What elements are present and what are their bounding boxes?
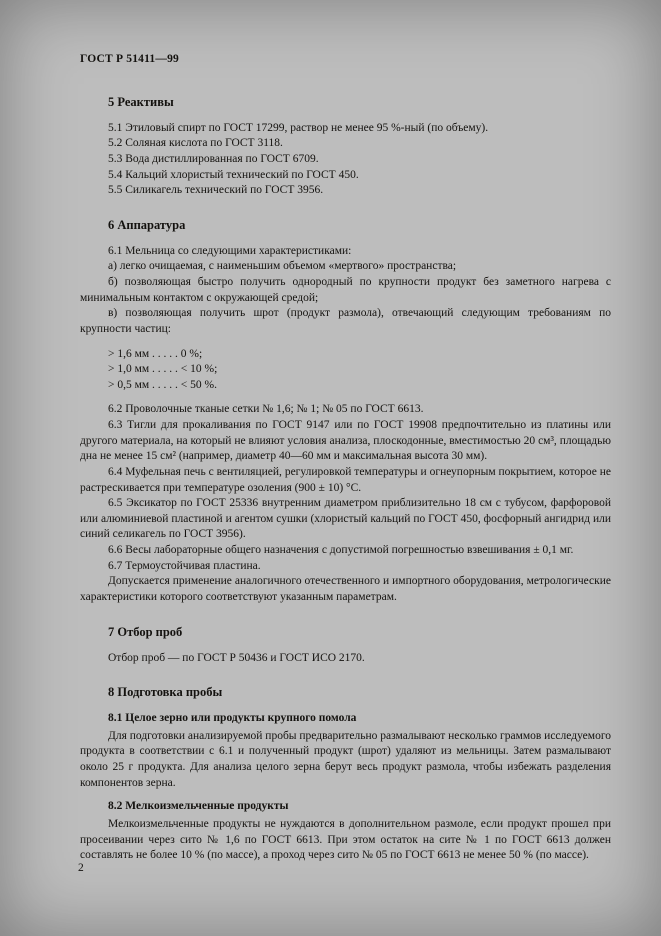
section-6-title: 6 Аппаратура [108,217,186,232]
para-6-3: 6.3 Тигли для прокаливания по ГОСТ 9147 или по ГОСТ 19908 предпочтительно из платины или другого материала, на который не влияют условия анализа, плоскодонные, вместимостью 20 см³, площадью дна не менее 15 см² (например, диаметр 40—60 мм и максимальная высота 30 мм). [80,419,611,463]
para-5-4: 5.4 Кальций хлористый технический по ГОСТ 450. [108,168,359,181]
para-6-7: 6.7 Термоустойчивая пластина. [108,559,261,572]
para-8-1: Для подготовки анализируемой пробы предварительно размалывают несколько граммов исследуемого продукта в соответствии с 6.1 и полученный продукт (шрот) удаляют из мельницы. Затем размалывают около 25 г продукта. Для анализа целого зерна берут весь продукт размола, чтобы избежать разделения компонентов зерна. [80,729,611,789]
para-6-6: 6.6 Весы лабораторные общего назначения с допустимой погрешностью взвешивания ± 0,1 мг. [108,544,574,556]
para-6-2: 6.2 Проволочные тканые сетки № 1,6; № 1; № 05 по ГОСТ 6613. [108,403,424,416]
para-5-2: 5.2 Соляная кислота по ГОСТ 3118. [108,137,283,150]
page-number: 2 [78,862,84,874]
para-5-1: 5.1 Этиловый спирт по ГОСТ 17299, раствор не менее 95 %-ный (по объему). [108,121,489,134]
para-5-3: 5.3 Вода дистиллированная по ГОСТ 6709. [108,152,319,165]
para-6-1: 6.1 Мельница со следующими характеристиками: [108,244,352,257]
para-5-5: 5.5 Силикагель технический по ГОСТ 3956. [108,184,324,197]
document-content [80,52,611,864]
para-6-5: 6.5 Эксикатор по ГОСТ 25336 внутренним диаметром приблизительно 18 см с тубусом, фарфоровой или алюминиевой пластиной и агентом сушки (хлористый кальций по ГОСТ 450, фосфорный ангидрид или синий селикагель по ГОСТ 3956). [80,497,611,541]
sieve-requirements-list [108,347,611,394]
para-6-note: Допускается применение аналогичного отечественного и импортного оборудования, метрологические характеристики которого соответствуют указанным параметрам. [80,575,611,603]
document-code: ГОСТ Р 51411—99 [80,53,179,65]
section-8-title: 8 Подготовка пробы [108,685,223,700]
para-6-4: 6.4 Муфельная печь с вентиляцией, регулировкой температуры и огнеупорным покрытием, которое не растрескивается при температуре озоления (900 ± 10) °С. [80,465,611,494]
sieve-line-2: > 1,0 мм . . . . . < 10 %; [108,363,218,376]
section-7-title: 7 Отбор проб [108,624,183,639]
para-7-1: Отбор проб — по ГОСТ Р 50436 и ГОСТ ИСО 2170. [108,651,365,664]
para-6-1-b: б) позволяющая быстро получить однородный по крупности продукт без заметного нагрева с минимальным контактом с окружающей средой; [80,276,611,304]
para-6-1-v: в) позволяющая получить шрот (продукт размола), отвечающий следующим требованиям по крупности частиц: [80,307,611,335]
section-5-title: 5 Реактивы [108,94,174,109]
sieve-line-1: > 1,6 мм . . . . . 0 %; [108,347,203,360]
section-8-2-title: 8.2 Мелкоизмельченные продукты [108,800,289,813]
sieve-line-3: > 0,5 мм . . . . . < 50 %. [108,378,217,391]
para-8-2: Мелкоизмельченные продукты не нуждаются в дополнительном размоле, если продукт прошел при просеивании через сито № 1,6 по ГОСТ 6613. При этом остаток на сите № 1 по ГОСТ 6613 должен составлять не более 10 % (по массе), а проход через сито № 05 по ГОСТ 6613 не менее 50 % (по массе). [80,817,611,862]
para-6-1-a: а) легко очищаемая, с наименьшим объемом «мертвого» пространства; [108,260,457,273]
section-8-1-title: 8.1 Целое зерно или продукты крупного помола [108,712,357,725]
